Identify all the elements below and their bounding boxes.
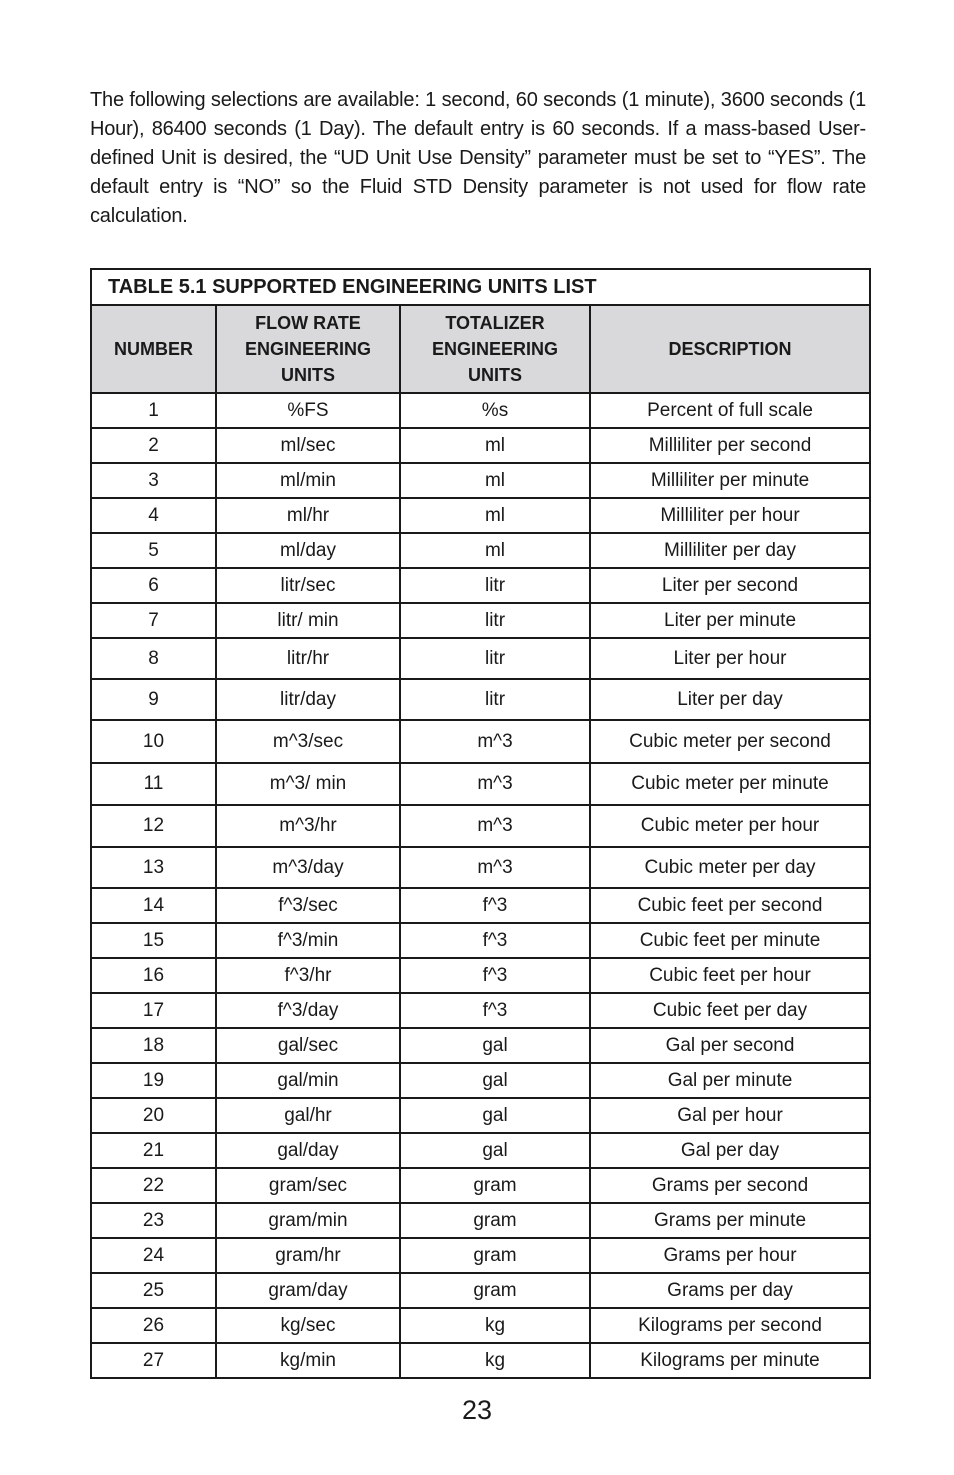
cell-number: 5 [91, 533, 216, 568]
cell-totalizer: m^3 [400, 805, 590, 847]
cell-totalizer: m^3 [400, 847, 590, 888]
cell-totalizer: gram [400, 1273, 590, 1308]
cell-totalizer: litr [400, 679, 590, 720]
cell-totalizer: f^3 [400, 993, 590, 1028]
table-row [91, 1308, 870, 1343]
cell-description: Liter per minute [590, 603, 870, 638]
cell-flow-rate: ml/sec [216, 428, 400, 463]
cell-number: 13 [91, 847, 216, 888]
table-row [91, 958, 870, 993]
cell-flow-rate: litr/day [216, 679, 400, 720]
table-row [91, 1098, 870, 1133]
cell-totalizer: f^3 [400, 888, 590, 923]
cell-description: Liter per hour [590, 638, 870, 679]
cell-totalizer: gram [400, 1203, 590, 1238]
cell-number: 23 [91, 1203, 216, 1238]
header-totalizer [400, 305, 590, 393]
cell-description: Cubic meter per minute [590, 763, 870, 805]
cell-flow-rate: gal/min [216, 1063, 400, 1098]
cell-flow-rate: gram/min [216, 1203, 400, 1238]
cell-number: 6 [91, 568, 216, 603]
table-row [91, 498, 870, 533]
cell-description: Gal per day [590, 1133, 870, 1168]
cell-flow-rate: litr/sec [216, 568, 400, 603]
cell-description: Milliliter per hour [590, 498, 870, 533]
table-row [91, 1238, 870, 1273]
table-row [91, 428, 870, 463]
cell-totalizer: kg [400, 1343, 590, 1378]
table-body [91, 393, 870, 1378]
cell-totalizer: gal [400, 1133, 590, 1168]
table-row [91, 1273, 870, 1308]
cell-flow-rate: m^3/sec [216, 720, 400, 763]
cell-flow-rate: f^3/day [216, 993, 400, 1028]
table-row [91, 888, 870, 923]
cell-description: Cubic feet per day [590, 993, 870, 1028]
table-row [91, 923, 870, 958]
cell-flow-rate: kg/sec [216, 1308, 400, 1343]
cell-flow-rate: gram/day [216, 1273, 400, 1308]
table-row [91, 463, 870, 498]
cell-totalizer: ml [400, 463, 590, 498]
cell-description: Grams per minute [590, 1203, 870, 1238]
cell-description: Milliliter per second [590, 428, 870, 463]
header-totalizer-label: TOTALIZER ENGINEERING UNITS [431, 313, 559, 385]
table-row [91, 1168, 870, 1203]
cell-number: 24 [91, 1238, 216, 1273]
cell-totalizer: m^3 [400, 763, 590, 805]
cell-totalizer: gram [400, 1168, 590, 1203]
cell-description: Cubic meter per hour [590, 805, 870, 847]
cell-flow-rate: gal/sec [216, 1028, 400, 1063]
cell-flow-rate: gal/hr [216, 1098, 400, 1133]
cell-description: Kilograms per second [590, 1308, 870, 1343]
cell-description: Grams per day [590, 1273, 870, 1308]
cell-totalizer: litr [400, 603, 590, 638]
cell-description: Cubic feet per hour [590, 958, 870, 993]
cell-description: Grams per hour [590, 1238, 870, 1273]
cell-description: Gal per second [590, 1028, 870, 1063]
cell-flow-rate: ml/hr [216, 498, 400, 533]
header-flow-rate-label: FLOW RATE ENGINEERING UNITS [244, 313, 372, 385]
cell-flow-rate: %FS [216, 393, 400, 428]
table-title: TABLE 5.1 SUPPORTED ENGINEERING UNITS LIST [91, 269, 870, 305]
table-row [91, 1343, 870, 1378]
cell-description: Cubic meter per second [590, 720, 870, 763]
table-row [91, 720, 870, 763]
cell-description: Grams per second [590, 1168, 870, 1203]
cell-totalizer: m^3 [400, 720, 590, 763]
cell-number: 21 [91, 1133, 216, 1168]
page-number: 23 [461, 1395, 493, 1425]
cell-totalizer: gram [400, 1238, 590, 1273]
cell-totalizer: kg [400, 1308, 590, 1343]
table-row [91, 763, 870, 805]
cell-totalizer: gal [400, 1063, 590, 1098]
cell-totalizer: f^3 [400, 923, 590, 958]
header-number: NUMBER [91, 305, 216, 393]
cell-number: 7 [91, 603, 216, 638]
table-row [91, 1133, 870, 1168]
cell-flow-rate: f^3/sec [216, 888, 400, 923]
cell-number: 25 [91, 1273, 216, 1308]
cell-number: 17 [91, 993, 216, 1028]
cell-totalizer: ml [400, 498, 590, 533]
engineering-units-table [90, 268, 871, 1379]
table-title-row [91, 269, 870, 305]
cell-number: 4 [91, 498, 216, 533]
cell-description: Liter per day [590, 679, 870, 720]
cell-number: 22 [91, 1168, 216, 1203]
cell-number: 27 [91, 1343, 216, 1378]
cell-flow-rate: f^3/min [216, 923, 400, 958]
cell-flow-rate: gram/sec [216, 1168, 400, 1203]
cell-totalizer: litr [400, 568, 590, 603]
cell-flow-rate: m^3/hr [216, 805, 400, 847]
table-row [91, 993, 870, 1028]
cell-flow-rate: f^3/hr [216, 958, 400, 993]
cell-flow-rate: kg/min [216, 1343, 400, 1378]
cell-number: 19 [91, 1063, 216, 1098]
intro-paragraph: The following selections are available: 1 second, 60 seconds (1 minute), 3600 seconds (1 Hour), 86400 seconds (1 Day). The default entry is 60 seconds. If a mass-based User-defined Unit is desired, the “UD Unit Use Density” parameter must be set to “YES”. The default entry is “NO” so the Fluid STD Density parameter is not used for flow rate calculation. [90, 89, 866, 227]
table-row [91, 393, 870, 428]
table-row [91, 847, 870, 888]
header-description: DESCRIPTION [590, 305, 870, 393]
cell-number: 18 [91, 1028, 216, 1063]
cell-totalizer: litr [400, 638, 590, 679]
table-row [91, 805, 870, 847]
cell-flow-rate: gal/day [216, 1133, 400, 1168]
table-row [91, 603, 870, 638]
cell-flow-rate: ml/min [216, 463, 400, 498]
cell-description: Cubic meter per day [590, 847, 870, 888]
cell-description: Gal per minute [590, 1063, 870, 1098]
cell-number: 16 [91, 958, 216, 993]
cell-flow-rate: ml/day [216, 533, 400, 568]
cell-number: 1 [91, 393, 216, 428]
cell-number: 14 [91, 888, 216, 923]
cell-flow-rate: litr/hr [216, 638, 400, 679]
cell-number: 10 [91, 720, 216, 763]
cell-totalizer: gal [400, 1028, 590, 1063]
cell-number: 3 [91, 463, 216, 498]
cell-flow-rate: m^3/ min [216, 763, 400, 805]
cell-description: Cubic feet per second [590, 888, 870, 923]
cell-description: Percent of full scale [590, 393, 870, 428]
table-row [91, 638, 870, 679]
table-row [91, 1028, 870, 1063]
cell-totalizer: ml [400, 533, 590, 568]
cell-number: 12 [91, 805, 216, 847]
cell-number: 26 [91, 1308, 216, 1343]
cell-description: Cubic feet per minute [590, 923, 870, 958]
cell-number: 15 [91, 923, 216, 958]
cell-number: 9 [91, 679, 216, 720]
cell-number: 8 [91, 638, 216, 679]
cell-number: 11 [91, 763, 216, 805]
table-row [91, 679, 870, 720]
table-row [91, 1063, 870, 1098]
table-row [91, 568, 870, 603]
cell-number: 2 [91, 428, 216, 463]
cell-totalizer: f^3 [400, 958, 590, 993]
cell-flow-rate: m^3/day [216, 847, 400, 888]
cell-totalizer: gal [400, 1098, 590, 1133]
cell-number: 20 [91, 1098, 216, 1133]
cell-flow-rate: gram/hr [216, 1238, 400, 1273]
cell-totalizer: ml [400, 428, 590, 463]
table-row [91, 533, 870, 568]
table-row [91, 1203, 870, 1238]
cell-flow-rate: litr/ min [216, 603, 400, 638]
cell-description: Liter per second [590, 568, 870, 603]
cell-totalizer: %s [400, 393, 590, 428]
table-header-row [91, 305, 870, 393]
header-flow-rate [216, 305, 400, 393]
cell-description: Milliliter per day [590, 533, 870, 568]
cell-description: Gal per hour [590, 1098, 870, 1133]
cell-description: Kilograms per minute [590, 1343, 870, 1378]
cell-description: Milliliter per minute [590, 463, 870, 498]
